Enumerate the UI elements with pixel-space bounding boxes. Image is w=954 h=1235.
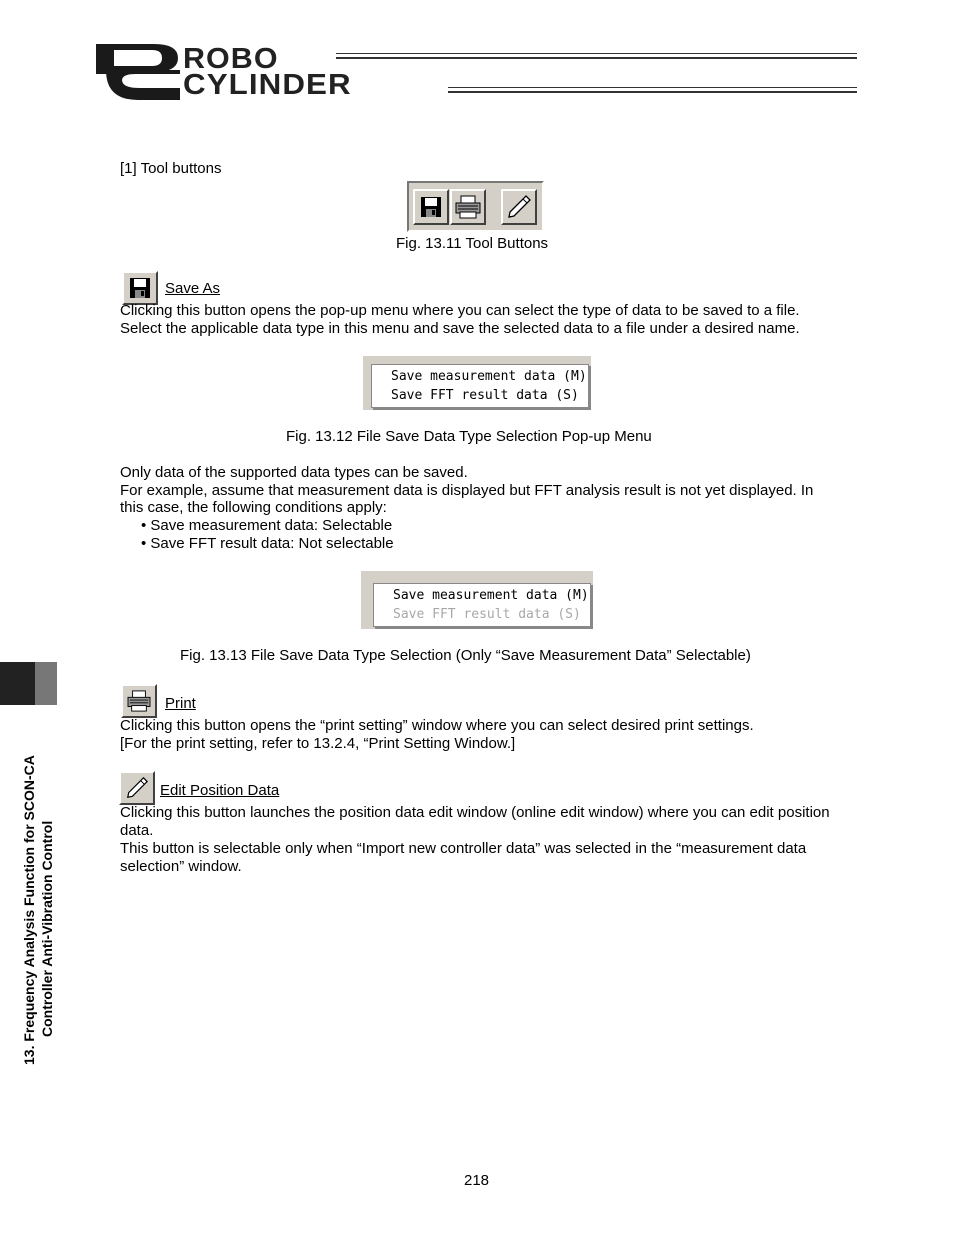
pencil-icon <box>506 194 532 220</box>
edit-position-label: Edit Position Data <box>160 782 280 799</box>
edit-icon-button <box>119 771 155 805</box>
body-text: Only data of the supported data types can be saved. <box>120 464 468 481</box>
edit-position-data-button[interactable] <box>501 189 537 225</box>
page-number: 218 <box>464 1172 490 1189</box>
menu-item-save-fft-disabled: Save FFT result data (S) <box>393 607 581 622</box>
chapter-side-title-line: Controller Anti-Vibration Control <box>39 820 55 1037</box>
save-as-description: Clicking this button opens the pop-up menu where you can select the type of data to be saved to a file. <box>120 302 800 319</box>
printer-icon <box>126 690 152 712</box>
pencil-icon <box>125 776 149 800</box>
menu-item-save-fft[interactable]: Save FFT result data (S) <box>391 388 579 403</box>
header-rule <box>336 53 857 54</box>
menu-item-save-measurement[interactable]: Save measurement data (M) <box>393 588 589 603</box>
save-as-button[interactable] <box>413 189 449 225</box>
tool-buttons-toolbar <box>407 181 544 232</box>
edit-description: data. <box>120 822 154 839</box>
bullet-item: • Save FFT result data: Not selectable <box>141 535 394 552</box>
chapter-side-title <box>20 755 56 1065</box>
print-button[interactable] <box>450 189 486 225</box>
body-text: For example, assume that measurement data is displayed but FFT analysis result is not yet displayed. In <box>120 482 814 499</box>
header-rule <box>336 57 857 59</box>
header-rule <box>448 91 857 93</box>
section-heading: [1] Tool buttons <box>120 160 222 177</box>
print-icon-button <box>121 684 157 718</box>
figure-caption: Fig. 13.13 File Save Data Type Selection (Only “Save Measurement Data” Selectable) <box>180 647 751 664</box>
save-popup-menu <box>373 583 591 627</box>
chapter-tab <box>0 662 35 705</box>
floppy-disk-icon <box>419 195 443 219</box>
print-label: Print <box>165 695 196 712</box>
edit-description: Clicking this button launches the position data edit window (online edit window) where you can edit position <box>120 804 830 821</box>
menu-item-save-measurement[interactable]: Save measurement data (M) <box>391 369 587 384</box>
save-as-icon-button <box>122 271 158 305</box>
header-rule <box>448 87 857 88</box>
figure-caption: Fig. 13.12 File Save Data Type Selection Pop-up Menu <box>286 428 652 445</box>
chapter-tab <box>35 662 57 705</box>
bullet-item: • Save measurement data: Selectable <box>141 517 393 534</box>
print-description: [For the print setting, refer to 13.2.4, “Print Setting Window.] <box>120 735 516 752</box>
printer-icon <box>454 195 482 219</box>
floppy-disk-icon <box>128 276 152 300</box>
chapter-side-title-line: 13. Frequency Analysis Function for SCON-CA <box>21 755 37 1065</box>
print-description: Clicking this button opens the “print setting” window where you can select desired print settings. <box>120 717 754 734</box>
edit-description: selection” window. <box>120 858 242 875</box>
save-as-description: Select the applicable data type in this menu and save the selected data to a file under a desired name. <box>120 320 800 337</box>
figure-caption: Fig. 13.11 Tool Buttons <box>396 235 549 252</box>
save-popup-screenshot <box>363 356 591 410</box>
edit-description: This button is selectable only when “Import new controller data” was selected in the “measurement data <box>120 840 807 857</box>
save-popup-menu <box>371 364 589 408</box>
save-as-label: Save As <box>165 280 221 297</box>
brand-line-cylinder: CYLINDER <box>183 69 352 101</box>
body-text: this case, the following conditions apply: <box>120 499 387 516</box>
brand-line-robo: ROBO <box>183 43 279 75</box>
rc-logo-icon <box>96 44 180 100</box>
save-popup-screenshot-disabled <box>361 571 593 629</box>
